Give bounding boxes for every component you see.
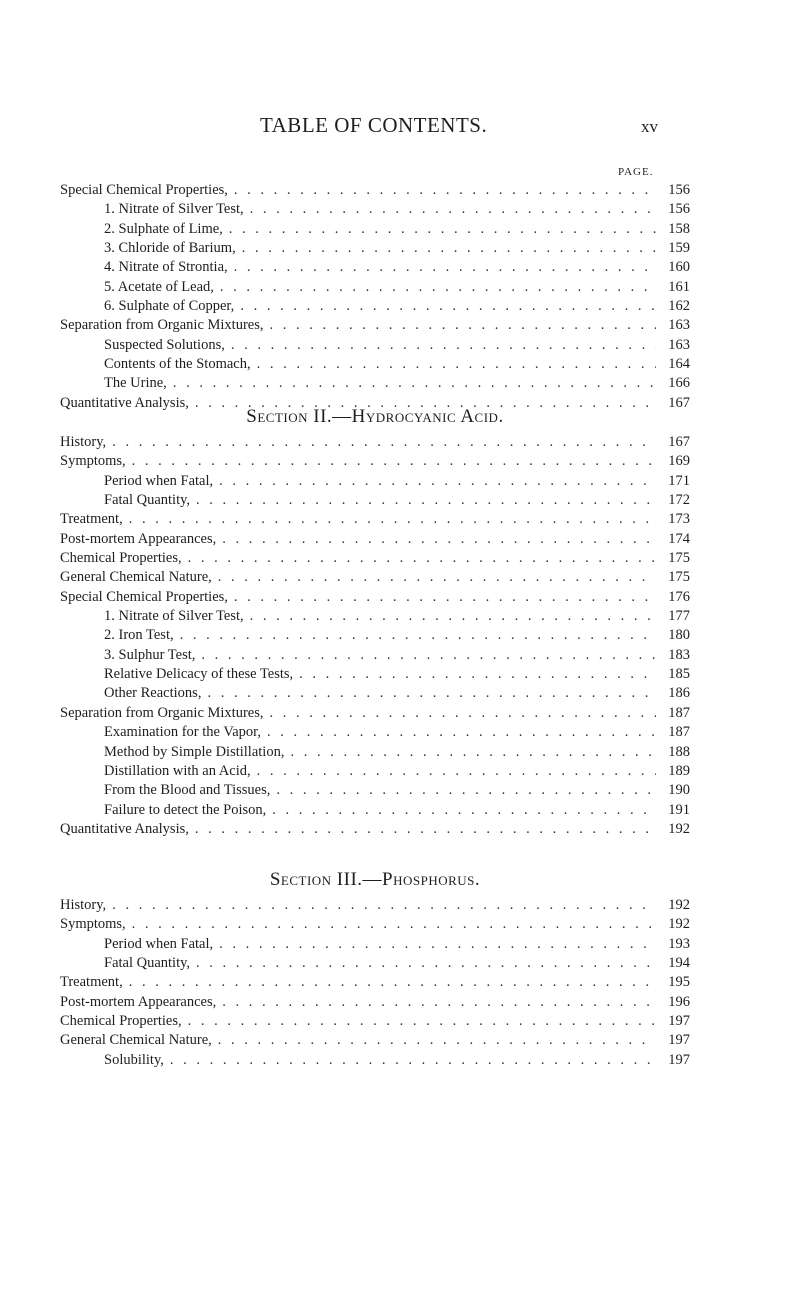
toc-section-hydrocyanic-acid <box>60 401 690 839</box>
toc-entry-title: 2. Sulphate of Lime, <box>104 220 223 237</box>
toc-entry-page: 177 <box>668 608 690 625</box>
toc-entry <box>60 781 690 800</box>
toc-entry-title: Contents of the Stomach, <box>104 356 251 373</box>
dot-leader <box>132 452 656 471</box>
toc-entry-title: General Chemical Nature, <box>60 569 212 586</box>
toc-entry-page: 186 <box>668 685 690 702</box>
toc-block-continued <box>60 181 690 413</box>
toc-entry <box>60 568 690 587</box>
dot-leader <box>234 258 656 277</box>
toc-entry-page: 167 <box>668 394 690 411</box>
toc-entry-title: 1. Nitrate of Silver Test, <box>104 608 244 625</box>
toc-entry-page: 164 <box>668 356 690 373</box>
toc-entry-page: 197 <box>668 1032 690 1049</box>
dot-leader <box>220 278 656 297</box>
dot-leader <box>257 355 656 374</box>
toc-entry-title: Symptoms, <box>60 916 126 933</box>
toc-entry-page: 188 <box>668 743 690 760</box>
toc-entry-page: 191 <box>668 801 690 818</box>
toc-entry-title: From the Blood and Tissues, <box>104 782 271 799</box>
toc-entry <box>60 973 690 992</box>
dot-leader <box>218 1031 656 1050</box>
dot-leader <box>129 510 656 529</box>
dot-leader <box>188 1012 656 1031</box>
dot-leader <box>218 568 656 587</box>
toc-entry-page: 196 <box>668 993 690 1010</box>
toc-entry-title: Post-mortem Appearances, <box>60 993 217 1010</box>
dot-leader <box>196 954 656 973</box>
dot-leader <box>180 626 656 645</box>
dot-leader <box>276 781 656 800</box>
toc-entry-title: Quantitative Analysis, <box>60 820 189 837</box>
toc-entry <box>60 472 690 491</box>
toc-entry-title: Special Chemical Properties, <box>60 182 228 198</box>
toc-entry-page: 162 <box>668 298 690 315</box>
toc-entry <box>60 374 690 393</box>
toc-entry-page: 185 <box>668 666 690 683</box>
toc-entry-title: Separation from Organic Mixtures, <box>60 704 264 721</box>
toc-entry-title: Method by Simple Distillation, <box>104 743 285 760</box>
toc-entry-page: 189 <box>668 762 690 779</box>
dot-leader <box>231 336 656 355</box>
toc-entry-title: 2. Iron Test, <box>104 627 174 644</box>
toc-entry-page: 192 <box>668 916 690 933</box>
toc-entry-title: Separation from Organic Mixtures, <box>60 317 264 334</box>
running-head <box>0 113 801 139</box>
toc-entry-page: 183 <box>668 646 690 663</box>
dot-leader <box>240 297 656 316</box>
dot-leader <box>234 181 656 200</box>
toc-entry <box>60 607 690 626</box>
toc-entry <box>60 433 690 452</box>
toc-entry-title: The Urine, <box>104 375 167 392</box>
dot-leader <box>173 374 656 393</box>
dot-leader <box>229 220 656 239</box>
dot-leader <box>112 896 656 915</box>
toc-entry <box>60 355 690 374</box>
toc-entry-page: 195 <box>668 974 690 991</box>
toc-entry <box>60 297 690 316</box>
dot-leader <box>250 607 656 626</box>
dot-leader <box>219 935 656 954</box>
toc-entry-title: Period when Fatal, <box>104 935 214 952</box>
toc-entry-page: 167 <box>668 434 690 450</box>
toc-entry-page: 172 <box>668 492 690 509</box>
toc-entry <box>60 258 690 277</box>
toc-entry-title: 4. Nitrate of Strontia, <box>104 259 228 276</box>
toc-entry-page: 166 <box>668 375 690 392</box>
dot-leader <box>222 530 656 549</box>
toc-entry-page: 159 <box>668 240 690 257</box>
dot-leader <box>222 993 656 1012</box>
toc-entry-title: Relative Delicacy of these Tests, <box>104 666 294 683</box>
toc-entry <box>60 896 690 915</box>
toc-entry <box>60 278 690 297</box>
toc-entry <box>60 820 690 839</box>
toc-entry-title: Treatment, <box>60 974 123 991</box>
toc-entry-title: Quantitative Analysis, <box>60 394 189 411</box>
dot-leader <box>112 433 656 452</box>
toc-entry <box>60 684 690 703</box>
dot-leader <box>299 665 656 684</box>
toc-entry-title: Chemical Properties, <box>60 1013 182 1030</box>
dot-leader <box>188 549 656 568</box>
dot-leader <box>257 762 656 781</box>
toc-entry <box>60 935 690 954</box>
toc-entry-page: 176 <box>668 588 690 605</box>
toc-entry <box>60 452 690 471</box>
toc-entry-title: Examination for the Vapor, <box>104 724 262 741</box>
toc-entry-page: 192 <box>668 897 690 913</box>
dot-leader <box>267 723 656 742</box>
dot-leader <box>195 820 656 839</box>
dot-leader <box>201 646 656 665</box>
dot-leader <box>270 704 657 723</box>
toc-entry-title: Fatal Quantity, <box>104 955 191 972</box>
toc-entry-title: General Chemical Nature, <box>60 1032 212 1049</box>
toc-entry <box>60 915 690 934</box>
toc-list <box>60 181 690 413</box>
toc-list <box>60 433 690 839</box>
toc-entry <box>60 762 690 781</box>
section-heading: Section II.—Hydrocyanic Acid. <box>246 406 504 427</box>
toc-entry-title: Distillation with an Acid, <box>104 762 251 779</box>
dot-leader <box>219 472 656 491</box>
toc-entry-page: 197 <box>668 1013 690 1030</box>
dot-leader <box>272 801 656 820</box>
toc-entry-page: 180 <box>668 627 690 644</box>
toc-entry <box>60 665 690 684</box>
toc-entry-page: 197 <box>668 1051 690 1068</box>
toc-entry-title: Chemical Properties, <box>60 550 182 567</box>
toc-entry <box>60 993 690 1012</box>
toc-entry-title: Special Chemical Properties, <box>60 588 228 605</box>
toc-entry-page: 174 <box>668 530 690 547</box>
toc-entry-page: 187 <box>668 704 690 721</box>
toc-entry-title: History, <box>60 434 107 450</box>
toc-entry-title: Symptoms, <box>60 453 126 470</box>
toc-entry-page: 190 <box>668 782 690 799</box>
toc-entry-page: 173 <box>668 511 690 528</box>
toc-entry <box>60 626 690 645</box>
toc-entry <box>60 1012 690 1031</box>
toc-entry-page: 156 <box>668 201 690 218</box>
toc-entry-title: 5. Acetate of Lead, <box>104 278 214 295</box>
toc-entry <box>60 336 690 355</box>
toc-entry <box>60 239 690 258</box>
toc-entry <box>60 743 690 762</box>
toc-entry-title: Other Reactions, <box>104 685 202 702</box>
toc-entry <box>60 588 690 607</box>
dot-leader <box>170 1051 656 1070</box>
toc-entry <box>60 220 690 239</box>
toc-entry <box>60 549 690 568</box>
toc-entry-title: Period when Fatal, <box>104 472 214 489</box>
toc-entry-page: 171 <box>668 472 690 489</box>
toc-entry-page: 193 <box>668 935 690 952</box>
toc-entry-page: 163 <box>668 317 690 334</box>
toc-entry <box>60 954 690 973</box>
toc-entry <box>60 723 690 742</box>
dot-leader <box>234 588 656 607</box>
toc-entry-title: Suspected Solutions, <box>104 336 225 353</box>
toc-entry <box>60 646 690 665</box>
dot-leader <box>270 316 657 335</box>
toc-entry <box>60 316 690 335</box>
toc-entry <box>60 801 690 820</box>
toc-entry-title: 3. Sulphur Test, <box>104 646 196 663</box>
dot-leader <box>207 684 656 703</box>
page-number: xv <box>641 117 658 136</box>
toc-entry-title: Post-mortem Appearances, <box>60 530 217 547</box>
toc-entry-page: 160 <box>668 259 690 276</box>
toc-entry-page: 175 <box>668 569 690 586</box>
dot-leader <box>132 915 656 934</box>
toc-entry-page: 156 <box>668 182 690 198</box>
toc-section-phosphorus <box>60 864 690 1070</box>
page-column-label: PAGE. <box>618 166 654 178</box>
toc-entry-page: 175 <box>668 550 690 567</box>
toc-entry-page: 158 <box>668 220 690 237</box>
section-heading: Section III.—Phosphorus. <box>269 869 481 890</box>
dot-leader <box>250 200 656 219</box>
toc-entry-page: 187 <box>668 724 690 741</box>
toc-entry-title: History, <box>60 897 107 913</box>
dot-leader <box>242 239 656 258</box>
toc-entry-title: Fatal Quantity, <box>104 492 191 509</box>
toc-entry-title: Treatment, <box>60 511 123 528</box>
toc-entry <box>60 1031 690 1050</box>
toc-entry-page: 161 <box>668 278 690 295</box>
toc-entry-page: 194 <box>668 955 690 972</box>
dot-leader <box>196 491 656 510</box>
toc-entry-title: Failure to detect the Poison, <box>104 801 267 818</box>
toc-entry <box>60 704 690 723</box>
toc-entry-page: 169 <box>668 453 690 470</box>
toc-entry <box>60 1051 690 1070</box>
toc-entry-title: 3. Chloride of Barium, <box>104 240 236 257</box>
toc-list <box>60 896 690 1070</box>
toc-entry <box>60 530 690 549</box>
toc-entry <box>60 181 690 200</box>
toc-entry <box>60 200 690 219</box>
toc-entry-title: 6. Sulphate of Copper, <box>104 298 235 315</box>
toc-entry-page: 163 <box>668 336 690 353</box>
toc-entry-title: Solubility, <box>104 1051 164 1068</box>
dot-leader <box>129 973 656 992</box>
toc-entry-page: 192 <box>668 820 690 837</box>
toc-entry <box>60 491 690 510</box>
toc-entry <box>60 510 690 529</box>
toc-entry-title: 1. Nitrate of Silver Test, <box>104 201 244 218</box>
dot-leader <box>290 743 656 762</box>
page-title: TABLE OF CONTENTS. <box>260 113 488 137</box>
